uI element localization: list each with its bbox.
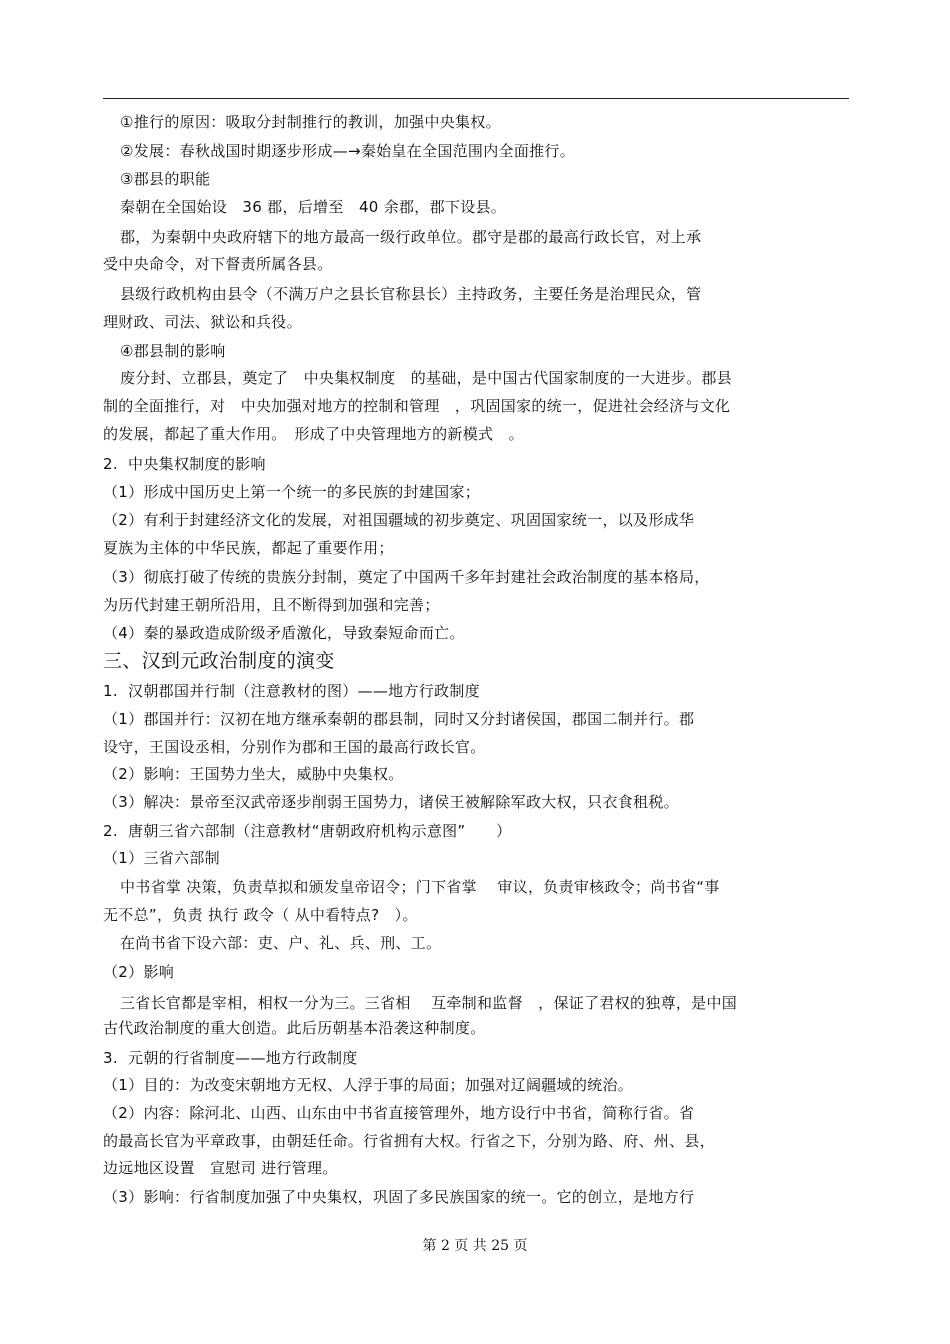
text-line: （4）秦的暴政造成阶级矛盾激化，导致秦短命而亡。 [103,624,465,642]
text-line: 2. 唐朝三省六部制（注意教材“唐朝政府机构示意图” ） [103,822,512,840]
text-line: 1. 汉朝郡国并行制（注意教材的图）——地方行政制度 [103,682,480,700]
text-line: 制的全面推行，对 中央加强对地方的控制和管理 ，巩固国家的统一，促进社会经济与文化 [103,397,731,415]
text-line: （1）目的：为改变宋朝地方无权、人浮于事的局面；加强对辽阔疆域的统治。 [103,1076,634,1094]
text-line: 在尚书省下设六部：吏、户、礼、兵、刑、工。 [120,934,442,952]
text-line: 废分封、立郡县，奠定了 中央集权制度 的基础，是中国古代国家制度的一大进步。郡县 [120,369,733,387]
text-line: ②发展：春秋战国时期逐步形成—→秦始皇在全国范围内全面推行。 [120,142,576,160]
text-line: ④郡县制的影响 [120,342,226,360]
text-line: 边远地区设置 宣慰司 进行管理。 [103,1159,338,1177]
text-line: 理财政、司法、狱讼和兵役。 [103,313,302,331]
text-line: 郡，为秦朝中央政府辖下的地方最高一级行政单位。郡守是郡的最高行政长官，对上承 [120,228,702,246]
text-line: 无不总”，负责 执行 政令（ 从中看特点? ）。 [103,906,418,924]
text-line: 三省长官都是宰相，相权一分为三。三省相 互牵制和监督 ，保证了君权的独尊，是中国 [120,994,738,1012]
text-line: （3）影响：行省制度加强了中央集权，巩固了多民族国家的统一。它的创立，是地方行 [103,1188,695,1206]
header-rule [103,98,849,99]
text-line: 古代政治制度的重大创造。此后历朝基本沿袭这种制度。 [103,1019,486,1037]
text-line: （2）内容：除河北、山西、山东由中书省直接管理外，地方设行中书省，简称行省。省 [103,1104,695,1122]
text-line: 3. 元朝的行省制度——地方行政制度 [103,1049,358,1067]
text-line: （2）有利于封建经济文化的发展，对祖国疆域的初步奠定、巩固国家统一，以及形成华 [103,511,695,529]
text-line: （2）影响：王国势力坐大，威胁中央集权。 [103,765,404,783]
text-line: 秦朝在全国始设 36 郡，后增至 40 余郡，郡下设县。 [120,198,507,216]
text-line: （3）彻底打破了传统的贵族分封制，奠定了中国两千多年封建社会政治制度的基本格局， [103,568,710,586]
text-line: （1）形成中国历史上第一个统一的多民族的封建国家； [103,483,481,501]
text-line: 为历代封建王朝所沿用，且不断得到加强和完善； [103,596,440,614]
text-line: 2. 中央集权制度的影响 [103,455,266,473]
page-footer: 第 2 页 共 25 页 [422,1238,528,1254]
text-line: 中书省掌 决策，负责草拟和颁发皇帝诏令；门下省掌 审议，负责审核政令；尚书省“事 [120,878,720,896]
text-line: 夏族为主体的中华民族，都起了重要作用； [103,539,394,557]
text-line: （1）三省六部制 [103,849,220,867]
text-line: 受中央命令，对下督责所属各县。 [103,255,333,273]
text-line: ①推行的原因：吸取分封制推行的教训，加强中央集权。 [120,113,501,131]
text-line: 的最高长官为平章政事，由朝廷任命。行省拥有大权。行省之下，分别为路、府、州、县， [103,1132,716,1150]
text-line: 县级行政机构由县令（不满万户之县长官称县长）主持政务，主要任务是治理民众，管 [120,285,702,303]
text-line: ③郡县的职能 [120,170,211,188]
text-line: 设守，王国设丞相，分别作为郡和王国的最高行政长官。 [103,738,486,756]
section-heading: 三、汉到元政治制度的演变 [103,650,335,672]
text-line: （1）郡国并行：汉初在地方继承秦朝的郡县制，同时又分封诸侯国，郡国二制并行。郡 [103,710,695,728]
text-line: 的发展，都起了重大作用。 形成了中央管理地方的新模式 。 [103,425,524,443]
text-line: （2）影响 [103,963,175,981]
text-line: （3）解决：景帝至汉武帝逐步削弱王国势力，诸侯王被解除军政大权，只衣食租税。 [103,793,679,811]
